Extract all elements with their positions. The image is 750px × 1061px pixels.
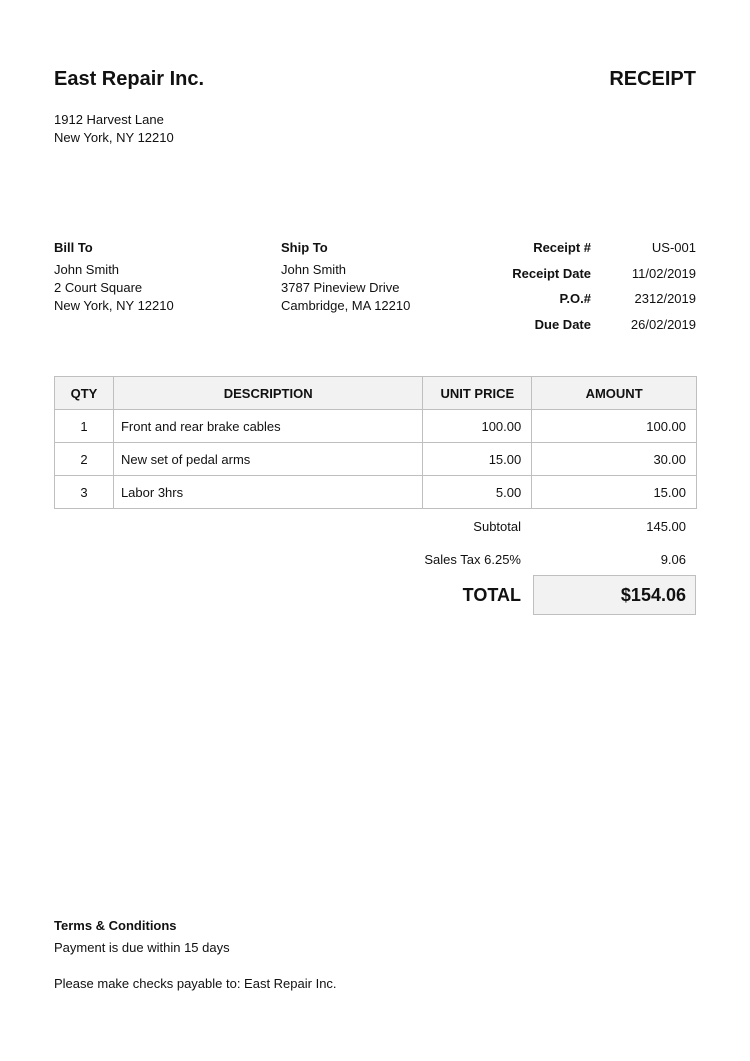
- unit-price-column-header: UNIT PRICE: [423, 377, 532, 410]
- description-cell: Labor 3hrs: [113, 476, 422, 509]
- company-address-line-2: New York, NY 12210: [54, 130, 174, 145]
- subtotal-value: 145.00: [646, 519, 686, 534]
- ship-to-street: 3787 Pineview Drive: [281, 280, 400, 295]
- description-cell: Front and rear brake cables: [113, 410, 422, 443]
- ship-to-name: John Smith: [281, 262, 347, 277]
- table-header-row: [55, 377, 697, 410]
- description-cell: New set of pedal arms: [113, 443, 422, 476]
- table-row: [55, 476, 697, 509]
- unit-price-cell: 15.00: [423, 443, 532, 476]
- terms-checks-line: Please make checks payable to: East Repair Inc.: [54, 976, 337, 991]
- amount-column-header: AMOUNT: [532, 377, 697, 410]
- total-label: TOTAL: [462, 585, 521, 605]
- line-items-table: [54, 376, 697, 509]
- due-date-value: 26/02/2019: [630, 317, 696, 332]
- amount-cell: 100.00: [532, 410, 697, 443]
- qty-column-header: QTY: [55, 377, 114, 410]
- receipt-number-value: US-001: [651, 240, 696, 255]
- company-address-line-1: 1912 Harvest Lane: [54, 112, 164, 127]
- subtotal-label: Subtotal: [473, 519, 521, 534]
- company-name: East Repair Inc.: [54, 68, 205, 90]
- po-number-value: 2312/2019: [634, 291, 696, 306]
- receipt-number-label: Receipt #: [533, 240, 591, 255]
- table-row: [55, 443, 697, 476]
- qty-cell: 1: [55, 410, 114, 443]
- amount-cell: 30.00: [532, 443, 697, 476]
- amount-cell: 15.00: [532, 476, 697, 509]
- bill-to-title: Bill To: [54, 240, 93, 255]
- ship-to-title: Ship To: [281, 240, 328, 255]
- po-number-label: P.O.#: [559, 291, 591, 306]
- qty-cell: 3: [55, 476, 114, 509]
- receipt-date-label: Receipt Date: [512, 266, 591, 281]
- unit-price-cell: 5.00: [423, 476, 532, 509]
- total-value: $154.06: [620, 585, 686, 605]
- table-row: [55, 410, 697, 443]
- document-title: RECEIPT: [609, 68, 696, 90]
- bill-to-block: [54, 240, 93, 255]
- sales-tax-value: 9.06: [660, 552, 686, 567]
- bill-to-city: New York, NY 12210: [54, 298, 174, 313]
- terms-payment-line: Payment is due within 15 days: [54, 940, 230, 955]
- receipt-date-value: 11/02/2019: [631, 266, 696, 281]
- sales-tax-label: Sales Tax 6.25%: [424, 552, 521, 567]
- terms-title: Terms & Conditions: [54, 918, 177, 933]
- bill-to-name: John Smith: [54, 262, 120, 277]
- bill-to-street: 2 Court Square: [54, 280, 143, 295]
- unit-price-cell: 100.00: [423, 410, 532, 443]
- qty-cell: 2: [55, 443, 114, 476]
- ship-to-city: Cambridge, MA 12210: [281, 298, 411, 313]
- description-column-header: DESCRIPTION: [113, 377, 422, 410]
- due-date-label: Due Date: [534, 317, 591, 332]
